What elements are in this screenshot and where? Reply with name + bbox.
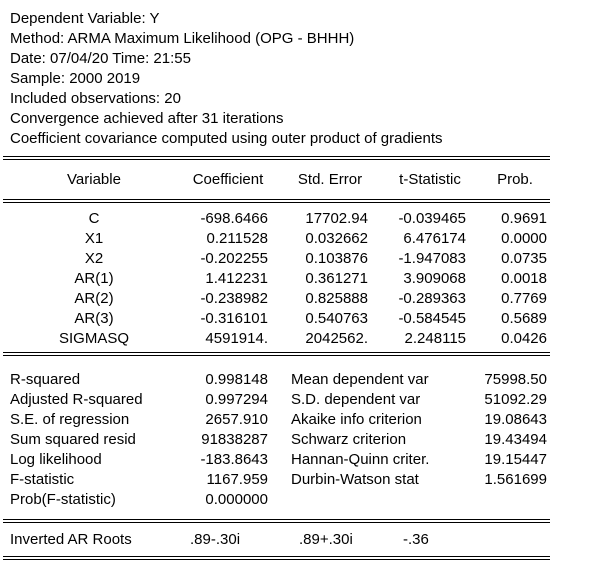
stat-label: Akaike info criterion [291, 411, 422, 428]
stat-label: R-squared [10, 371, 81, 388]
table-row-coefficient: -0.202255 [200, 250, 268, 267]
table-row-t-statistic: 3.909068 [403, 270, 466, 287]
stat-label: F-statistic [10, 471, 75, 488]
stat-value: 0.000000 [205, 491, 268, 508]
column-header-coefficient: Coefficient [192, 171, 264, 188]
table-row-variable: X2 [84, 250, 104, 267]
table-row-variable: AR(2) [74, 290, 114, 307]
stat-label: Prob(F-statistic) [10, 491, 116, 508]
column-header-prob: Prob. [497, 171, 533, 188]
table-row-variable: SIGMASQ [58, 330, 129, 347]
stat-label: Log likelihood [10, 451, 102, 468]
table-row-std-error: 17702.94 [305, 210, 368, 227]
covariance-line: Coefficient covariance computed using outer product of gradients [10, 130, 443, 147]
table-row-std-error: 0.540763 [305, 310, 368, 327]
root-value: -.36 [403, 531, 429, 548]
stat-value: 0.998148 [205, 371, 268, 388]
root-value: .89-.30i [190, 531, 241, 548]
output-header [10, 9, 442, 149]
stat-value: 91838287 [201, 431, 268, 448]
column-header-rule [3, 199, 550, 200]
table-row-prob: 0.0735 [501, 250, 547, 267]
stat-label: Sum squared resid [10, 431, 136, 448]
stat-value: 19.08643 [484, 411, 547, 428]
stat-label: S.E. of regression [10, 411, 130, 428]
table-row-t-statistic: -0.584545 [398, 310, 466, 327]
table-row-prob: 0.7769 [501, 290, 547, 307]
table-top-rule [3, 156, 550, 157]
stats-bottom-rule-2 [3, 522, 550, 523]
root-value: .89+.30i [299, 531, 353, 548]
table-row-variable: C [88, 210, 100, 227]
column-header-t-statistic: t-Statistic [399, 171, 461, 188]
column-header-std-error: Std. Error [297, 171, 363, 188]
sample-line: Sample: 2000 2019 [10, 70, 141, 87]
dependent-variable-line: Dependent Variable: Y [10, 10, 160, 27]
stat-label: Schwarz criterion [291, 431, 407, 448]
convergence-line: Convergence achieved after 31 iterations [10, 110, 284, 127]
table-row-std-error: 0.103876 [305, 250, 368, 267]
observations-line: Included observations: 20 [10, 90, 181, 107]
table-row-t-statistic: 2.248115 [404, 330, 466, 347]
method-line: Method: ARMA Maximum Likelihood (OPG - BHHH) [10, 30, 355, 47]
table-row-variable: X1 [84, 230, 104, 247]
table-row-std-error: 2042562. [305, 330, 368, 347]
stat-value: 1167.959 [206, 471, 268, 488]
stat-value: 1.561699 [484, 471, 547, 488]
stat-label: Mean dependent var [291, 371, 429, 388]
stat-value: 75998.50 [484, 371, 547, 388]
table-bottom-rule-2 [3, 559, 550, 560]
table-row-std-error: 0.032662 [305, 230, 368, 247]
column-header-variable: Variable [67, 171, 121, 188]
table-row-t-statistic: -1.947083 [398, 250, 466, 267]
stats-bottom-rule [3, 519, 550, 520]
stat-label: Hannan-Quinn criter. [291, 451, 430, 468]
table-row-coefficient: 4591914. [205, 330, 268, 347]
coef-bottom-rule [3, 352, 550, 353]
table-row-variable: AR(3) [74, 310, 114, 327]
date-time-line: Date: 07/04/20 Time: 21:55 [10, 50, 191, 67]
column-header-rule-2 [3, 202, 550, 203]
stat-value: -183.8643 [200, 451, 268, 468]
table-row-coefficient: -0.316101 [200, 310, 268, 327]
table-row-prob: 0.0000 [501, 230, 547, 247]
table-row-prob: 0.5689 [501, 310, 547, 327]
stat-value: 19.43494 [484, 431, 547, 448]
table-row-coefficient: 1.412231 [205, 270, 268, 287]
roots-label: Inverted AR Roots [10, 531, 132, 548]
table-row-t-statistic: -0.039465 [398, 210, 466, 227]
stat-label: Durbin-Watson stat [291, 471, 419, 488]
table-row-prob: 0.9691 [501, 210, 547, 227]
table-row-coefficient: -0.238982 [200, 290, 268, 307]
table-row-t-statistic: -0.289363 [398, 290, 466, 307]
stat-value: 19.15447 [484, 451, 547, 468]
table-row-t-statistic: 6.476174 [403, 230, 466, 247]
stat-label: S.D. dependent var [291, 391, 421, 408]
table-row-std-error: 0.361271 [305, 270, 368, 287]
table-row-prob: 0.0426 [501, 330, 547, 347]
table-row-std-error: 0.825888 [305, 290, 368, 307]
table-row-coefficient: 0.211528 [206, 230, 268, 247]
stat-label: Adjusted R-squared [10, 391, 143, 408]
stat-value: 0.997294 [205, 391, 268, 408]
table-bottom-rule [3, 556, 550, 557]
stat-value: 2657.910 [205, 411, 268, 428]
table-top-rule-2 [3, 159, 550, 160]
stat-value: 51092.29 [484, 391, 547, 408]
table-row-variable: AR(1) [74, 270, 114, 287]
table-row-prob: 0.0018 [501, 270, 547, 287]
coef-bottom-rule-2 [3, 355, 550, 356]
table-row-coefficient: -698.6466 [200, 210, 268, 227]
